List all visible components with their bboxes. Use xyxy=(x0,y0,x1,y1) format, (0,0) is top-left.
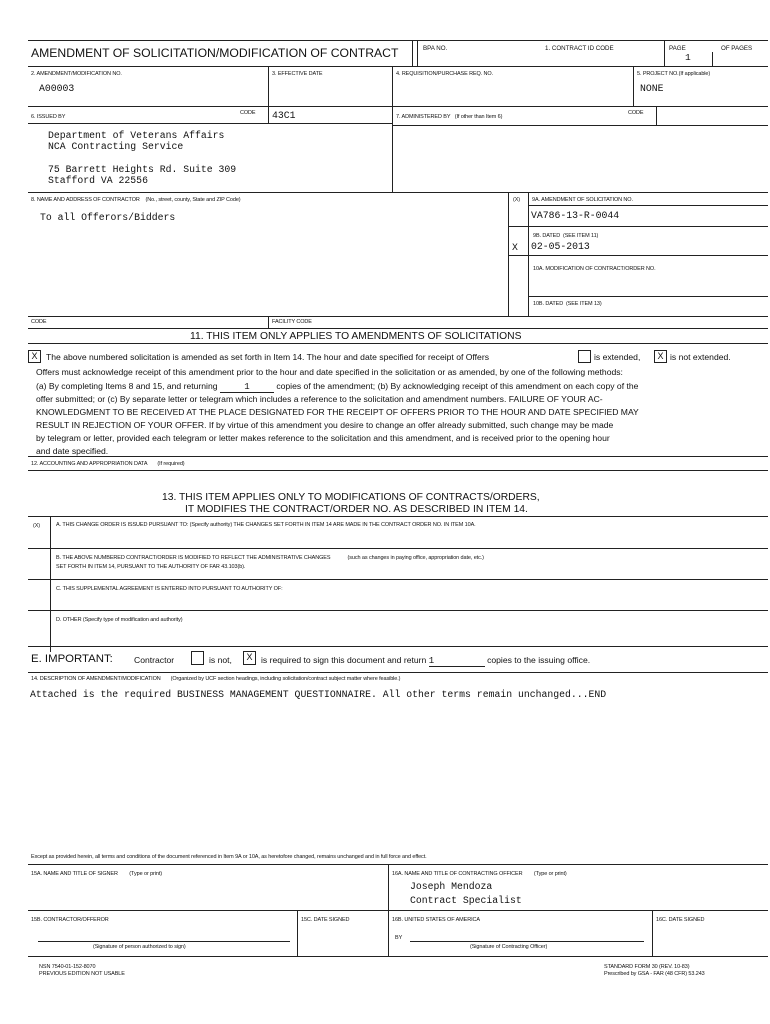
description-value[interactable]: Attached is the required BUSINESS MANAGEMENT QUESTIONNAIRE. All other terms remain unchanged...END xyxy=(30,689,607,700)
contract-id-label: 1. CONTRACT ID CODE xyxy=(545,45,614,52)
important-copies-field[interactable]: 1 xyxy=(429,656,485,667)
standard-form-text: STANDARD FORM 30 (REV. 10-83) xyxy=(604,964,690,970)
amended-checkbox[interactable]: X xyxy=(28,350,41,363)
issued-code-label: CODE xyxy=(240,110,256,116)
project-no-value[interactable]: NONE xyxy=(640,83,664,94)
effective-date-label: 3. EFFECTIVE DATE xyxy=(272,71,323,77)
item13-a-text: A. THIS CHANGE ORDER IS ISSUED PURSUANT TO: (Specify authority) THE CHANGES SET FORTH IN ITEM 14 ARE MADE IN THE CONTRACT ORDER NO. IN ITEM 10A. xyxy=(56,522,476,528)
is-not-label: is not, xyxy=(209,655,232,665)
amendment-sol-value[interactable]: VA786-13-R-0044 xyxy=(531,210,620,221)
issuer-line-1: Department of Veterans Affairs xyxy=(48,130,225,141)
contractor-label: 8. NAME AND ADDRESS OF CONTRACTOR (No., street, county, State and ZIP Code) xyxy=(31,197,241,203)
dated-9b-mark[interactable]: X xyxy=(512,242,518,253)
dated-9b-value[interactable]: 02-05-2013 xyxy=(531,241,590,252)
item11-line7: by telegram or letter, provided each telegram or letter makes reference to the solicitation and this amendment, and is received prior to the opening hour xyxy=(36,433,610,443)
item11-line3: (a) By completing Items 8 and 15, and returning 1 copies of the amendment; (b) By acknowledging receipt of this amendment on each copy of the xyxy=(36,381,639,392)
important-text: is required to sign this document and return 1 copies to the issuing office. xyxy=(261,655,591,666)
item11-line6: RESULT IN REJECTION OF YOUR OFFER. If by virtue of this amendment you desire to change an offer already submitted, such change may be made xyxy=(36,420,614,430)
item11-line8: and date specified. xyxy=(36,446,109,456)
requisition-label: 4. REQUISITION/PURCHASE REQ. NO. xyxy=(396,71,494,77)
signature-officer-label: (Signature of Contracting Officer) xyxy=(470,944,548,950)
accounting-label: 12. ACCOUNTING AND APPROPRIATION DATA (If required) xyxy=(31,461,185,467)
item13-b-text2: SET FORTH IN ITEM 14, PURSUANT TO THE AUTHORITY OF FAR 43.103(b). xyxy=(56,564,246,570)
item13-c-text: C. THIS SUPPLEMENTAL AGREEMENT IS ENTERED INTO PURSUANT TO AUTHORITY OF: xyxy=(56,586,283,592)
officer-label: 16A. NAME AND TITLE OF CONTRACTING OFFICER (Type or print) xyxy=(392,871,567,877)
nsn-text: NSN 7540-01-152-8070 xyxy=(39,964,96,970)
contractor-value[interactable]: To all Offerors/Bidders xyxy=(40,212,176,223)
item11-line4: offer submitted; or (c) By separate letter or telegram which includes a reference to the solicitation and amendment numbers. FAILURE OF YOUR AC- xyxy=(36,394,603,404)
facility-code-label: FACILITY CODE xyxy=(272,319,312,325)
item13-d-text: D. OTHER (Specify type of modification and authority) xyxy=(56,617,183,623)
important-contractor: Contractor xyxy=(134,655,175,665)
item11-line2: Offers must acknowledge receipt of this amendment prior to the hour and date specified in the solicitation or as amended, by one of the following methods: xyxy=(36,367,623,377)
form-title: AMENDMENT OF SOLICITATION/MODIFICATION OF CONTRACT xyxy=(31,46,399,60)
by-label: BY xyxy=(395,935,403,941)
copies-field[interactable]: 1 xyxy=(220,382,274,393)
important-label: E. IMPORTANT: xyxy=(31,653,113,665)
dated-9b-label: 9B. DATED (SEE ITEM 11) xyxy=(533,233,599,239)
contractor-offeror-label: 15B. CONTRACTOR/OFFEROR xyxy=(31,917,109,923)
page-label: PAGE xyxy=(669,45,686,52)
code-label: CODE xyxy=(31,319,47,325)
signature-person-label: (Signature of person authorized to sign) xyxy=(93,944,186,950)
mod-contract-label: 10A. MODIFICATION OF CONTRACT/ORDER NO. xyxy=(533,266,656,272)
is-not-checkbox[interactable] xyxy=(191,651,204,665)
amendment-no-value[interactable]: A00003 xyxy=(39,83,75,94)
issuer-line-4: 75 Barrett Heights Rd. Suite 309 xyxy=(48,164,237,175)
project-no-label: 5. PROJECT NO.(If applicable) xyxy=(637,71,711,77)
admin-code-label: CODE xyxy=(628,110,644,116)
item13-x-label: (X) xyxy=(33,523,41,529)
item11-heading: 11. THIS ITEM ONLY APPLIES TO AMENDMENTS OF SOLICITATIONS xyxy=(190,331,522,342)
date-signed-16c: 16C. DATE SIGNED xyxy=(656,917,705,923)
issuer-line-2: NCA Contracting Service xyxy=(48,141,184,152)
except-text: Except as provided herein, all terms and conditions of the document referenced in Item 9A or 10A, as heretofore changed, remains unchanged and in full force and effect. xyxy=(31,854,427,860)
issuer-line-5: Stafford VA 22556 xyxy=(48,175,148,186)
officer-name[interactable]: Joseph Mendoza xyxy=(410,881,493,892)
item13-heading-1: 13. THIS ITEM APPLIES ONLY TO MODIFICATIONS OF CONTRACTS/ORDERS, xyxy=(162,492,540,503)
not-extended-checkbox[interactable]: X xyxy=(654,350,667,363)
amendment-sol-label: 9A. AMENDMENT OF SOLICITATION NO. xyxy=(532,197,633,203)
amendment-no-label: 2. AMENDMENT/MODIFICATION NO. xyxy=(31,71,122,77)
item13-b-text: B. THE ABOVE NUMBERED CONTRACT/ORDER IS MODIFIED TO REFLECT THE ADMINISTRATIVE CHANGES (such as changes in paying office, appropriation date, etc.) xyxy=(56,555,484,561)
page-value[interactable]: 1 xyxy=(685,52,691,63)
administered-by-label: 7. ADMINISTERED BY (If other than Item 6) xyxy=(396,114,503,120)
usa-label: 16B. UNITED STATES OF AMERICA xyxy=(392,917,480,923)
dated-10b-label: 10B. DATED (SEE ITEM 13) xyxy=(533,301,602,307)
officer-title[interactable]: Contract Specialist xyxy=(410,895,522,906)
prescribed-text: Prescribed by GSA - FAR (48 CFR) 53.243 xyxy=(604,971,705,977)
bpa-label: BPA NO. xyxy=(423,45,448,52)
date-signed-15c: 15C. DATE SIGNED xyxy=(301,917,350,923)
previous-edition-text: PREVIOUS EDITION NOT USABLE xyxy=(39,971,125,977)
issued-by-label: 6. ISSUED BY xyxy=(31,114,66,120)
extended-checkbox[interactable] xyxy=(578,350,591,363)
description-label: 14. DESCRIPTION OF AMENDMENT/MODIFICATION (Organized by UCF section headings, including solicitation/contract subject matter where feasible.) xyxy=(31,676,401,682)
item11-line5: KNOWLEDGMENT TO BE RECEIVED AT THE PLACE DESIGNATED FOR THE RECEIPT OF OFFERS PRIOR TO THE HOUR AND DATE SPECIFIED MAY xyxy=(36,407,639,417)
item11-line1: The above numbered solicitation is amended as set forth in Item 14. The hour and date specified for receipt of Offers xyxy=(46,352,489,362)
is-required-checkbox[interactable]: X xyxy=(243,651,256,665)
issued-code-value[interactable]: 43C1 xyxy=(272,110,296,121)
extended-label: is extended, xyxy=(594,352,641,362)
item13-heading-2: IT MODIFIES THE CONTRACT/ORDER NO. AS DESCRIBED IN ITEM 14. xyxy=(185,504,528,515)
not-extended-label: is not extended. xyxy=(670,352,731,362)
x-column-label: (X) xyxy=(513,197,521,203)
of-pages-label: OF PAGES xyxy=(721,45,753,52)
signer-label: 15A. NAME AND TITLE OF SIGNER (Type or print) xyxy=(31,871,163,877)
